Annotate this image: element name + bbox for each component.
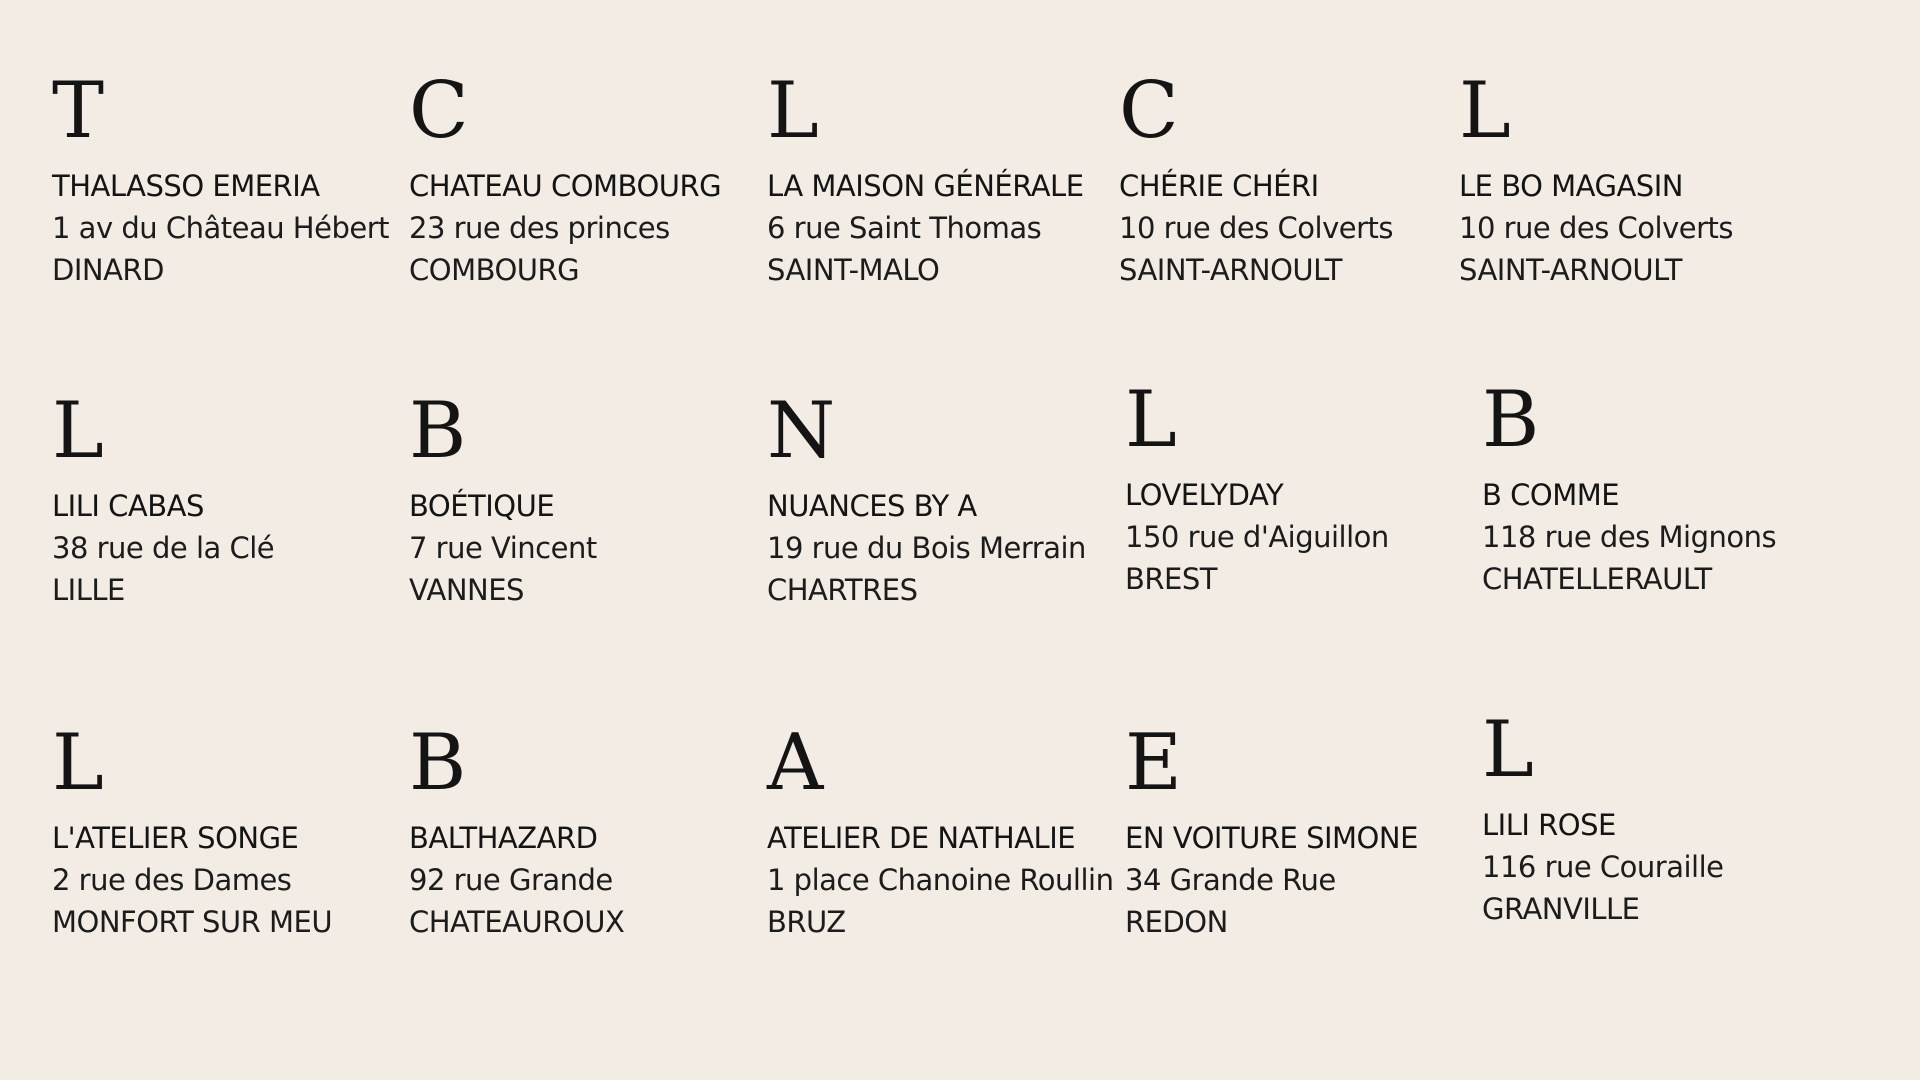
store-initial: L: [1482, 705, 1534, 795]
store-card: [1459, 66, 1819, 291]
store-city: GRANVILLE: [1482, 892, 1640, 926]
store-initial: A: [767, 718, 824, 808]
store-card: [1125, 375, 1485, 600]
store-initial: L: [52, 386, 104, 476]
store-initial: T: [52, 66, 105, 156]
store-city: CHATEAUROUX: [409, 905, 625, 939]
store-card: [1119, 66, 1479, 291]
store-name: EN VOITURE SIMONE: [1125, 821, 1418, 855]
store-card: [52, 386, 412, 611]
store-city: BREST: [1125, 562, 1217, 596]
store-street: 23 rue des princes: [409, 211, 670, 245]
store-street: 10 rue des Colverts: [1459, 211, 1734, 245]
store-name: LOVELYDAY: [1125, 478, 1284, 512]
store-street: 92 rue Grande: [409, 863, 613, 897]
store-card: [1482, 375, 1842, 600]
store-name: BALTHAZARD: [409, 821, 598, 855]
store-street: 116 rue Couraille: [1482, 850, 1724, 884]
store-street: 6 rue Saint Thomas: [767, 211, 1042, 245]
store-initial: L: [1125, 375, 1177, 465]
store-initial: L: [52, 718, 104, 808]
store-name: LA MAISON GÉNÉRALE: [767, 169, 1084, 203]
store-name: THALASSO EMERIA: [52, 169, 320, 203]
store-card: [767, 718, 1127, 943]
store-card: [52, 718, 412, 943]
store-initial: L: [767, 66, 819, 156]
store-street: 2 rue des Dames: [52, 863, 292, 897]
store-city: BRUZ: [767, 905, 846, 939]
store-street: 10 rue des Colverts: [1119, 211, 1394, 245]
store-card: [409, 386, 769, 611]
store-city: VANNES: [409, 573, 524, 607]
store-initial: E: [1125, 718, 1182, 808]
store-name: CHATEAU COMBOURG: [409, 169, 722, 203]
store-name: BOÉTIQUE: [409, 489, 555, 523]
store-city: CHARTRES: [767, 573, 918, 607]
store-city: LILLE: [52, 573, 125, 607]
store-name: CHÉRIE CHÉRI: [1119, 169, 1319, 203]
store-initial: L: [1459, 66, 1511, 156]
store-street: 34 Grande Rue: [1125, 863, 1336, 897]
store-card: [1125, 718, 1485, 943]
store-name: NUANCES BY A: [767, 489, 977, 523]
store-name: LILI ROSE: [1482, 808, 1616, 842]
store-street: 1 place Chanoine Roullin: [767, 863, 1114, 897]
store-street: 7 rue Vincent: [409, 531, 597, 565]
store-card: [1482, 705, 1842, 930]
store-initial: N: [767, 386, 836, 476]
store-city: CHATELLERAULT: [1482, 562, 1712, 596]
store-initial: B: [409, 718, 467, 808]
store-name: LE BO MAGASIN: [1459, 169, 1683, 203]
store-street: 118 rue des Mignons: [1482, 520, 1777, 554]
store-initial: B: [1482, 375, 1540, 465]
store-city: DINARD: [52, 253, 164, 287]
store-city: MONFORT SUR MEU: [52, 905, 333, 939]
store-card: [52, 66, 412, 291]
store-name: B COMME: [1482, 478, 1620, 512]
store-street: 1 av du Château Hébert: [52, 211, 389, 245]
store-city: SAINT-ARNOULT: [1459, 253, 1683, 287]
store-street: 19 rue du Bois Merrain: [767, 531, 1086, 565]
store-city: COMBOURG: [409, 253, 580, 287]
store-street: 38 rue de la Clé: [52, 531, 275, 565]
store-name: ATELIER DE NATHALIE: [767, 821, 1076, 855]
store-card: [767, 386, 1127, 611]
store-initial: C: [409, 66, 469, 156]
store-city: REDON: [1125, 905, 1228, 939]
store-street: 150 rue d'Aiguillon: [1125, 520, 1389, 554]
store-city: SAINT-ARNOULT: [1119, 253, 1343, 287]
store-initial: B: [409, 386, 467, 476]
store-card: [409, 66, 769, 291]
store-card: [409, 718, 769, 943]
store-city: SAINT-MALO: [767, 253, 940, 287]
store-name: LILI CABAS: [52, 489, 204, 523]
store-card: [767, 66, 1127, 291]
store-initial: C: [1119, 66, 1179, 156]
store-name: L'ATELIER SONGE: [52, 821, 299, 855]
